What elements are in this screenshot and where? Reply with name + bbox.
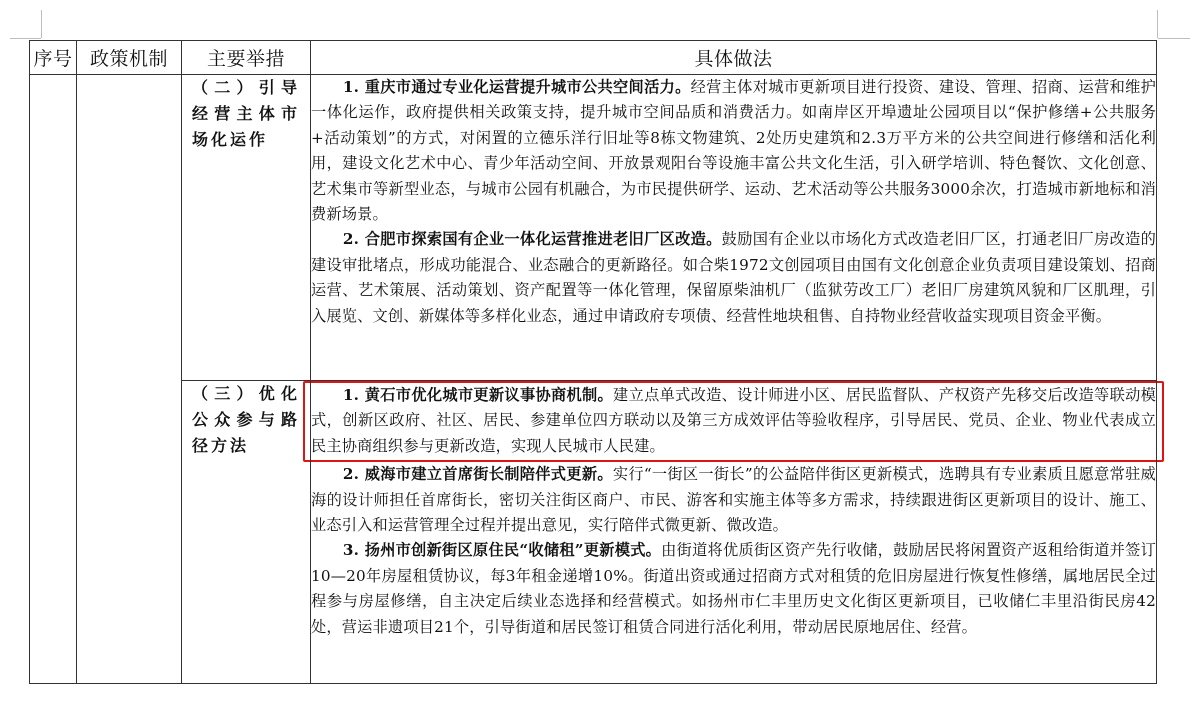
- paragraph-lead: 3. 扬州市创新街区原住民“收储租”更新模式。: [342, 541, 662, 560]
- header-no: 序号: [30, 41, 77, 75]
- cell-detail-3: [311, 381, 1157, 684]
- paragraph-lead: 1. 重庆市通过专业化运营提升城市公共空间活力。: [342, 78, 691, 96]
- cell-measure-2: [182, 75, 311, 381]
- detail-paragraph: [311, 462, 1156, 538]
- corner-mark-right-v: [1157, 10, 1158, 38]
- corner-mark-left-v: [41, 10, 42, 38]
- detail-paragraph: [311, 227, 1156, 329]
- corner-mark-right-h: [1158, 38, 1190, 39]
- header-mechanism: 政策机制: [77, 41, 182, 75]
- paragraph-lead: 2. 威海市建立首席街长制陪伴式更新。: [342, 465, 613, 484]
- table-header-row: [30, 41, 1157, 75]
- paragraph-body: 由街道将优质街区资产先行收储，鼓励居民将闲置资产返租给街道并签订10—20年房屋租赁协议，每3年租金递增10%。街道出资或通过招商方式对租赁的危旧房屋进行恢复性修缮，属地居民全过程参与房屋修缮，自主决定后续业态选择和经营模式。如扬州市仁丰里历史文化街区更新项目，已收储仁丰里沿街民房42处，营运非遗项目21个，引导街道和居民签订租赁合同进行活化利用，带动居民原地居住、经营。: [311, 541, 1156, 636]
- page-corner-marks: [0, 0, 1200, 40]
- policy-table: [29, 40, 1157, 684]
- header-measure: 主要举措: [182, 41, 311, 75]
- highlight-box: [303, 381, 1164, 462]
- table-row: [30, 75, 1157, 381]
- cell-detail-2: [311, 75, 1157, 381]
- corner-mark-left-h: [10, 38, 41, 39]
- detail-paragraph-highlighted: [311, 383, 1156, 459]
- paragraph-body: 实行“一街区一街长”的公益陪伴街区更新模式，选聘具有专业素质且愿意常驻威海的设计师担任首席街长，密切关注街区商户、市民、游客和实施主体等多方需求，持续跟进街区更新项目的设计、施工、业态引入和运营管理全过程并提出意见，实行陪伴式微更新、微改造。: [311, 465, 1156, 535]
- table-row: [30, 381, 1157, 684]
- detail-paragraph: [311, 538, 1156, 640]
- header-detail: 具体做法: [311, 41, 1157, 75]
- cell-measure-3: [182, 381, 311, 684]
- paragraph-lead: 1. 黄石市优化城市更新议事协商机制。: [342, 386, 614, 404]
- measure-label: （二）引导经营主体市场化运作: [192, 78, 300, 149]
- paragraph-body: 鼓励国有企业以市场化方式改造老旧厂区，打通老旧厂房改造的建设审批堵点，形成功能混合、业态融合的更新路径。如合柴1972文创园项目由国有文化创意企业负责项目建设策划、招商运营、艺术策展、活动策划、资产配置等一体化管理，保留原柴油机厂（监狱劳改工厂）老旧厂房建筑风貌和厂区肌理，引入展览、文创、新媒体等多样化业态，通过申请政府专项债、经营性地块租售、自持物业经营收益实现项目资金平衡。: [311, 230, 1157, 325]
- detail-paragraph: [311, 75, 1156, 227]
- measure-label: （三）优化公众参与路径方法: [192, 384, 300, 455]
- cell-no: [30, 75, 77, 684]
- paragraph-lead: 2. 合肥市探索国有企业一体化运营推进老旧厂区改造。: [342, 230, 722, 249]
- paragraph-body: 经营主体对城市更新项目进行投资、建设、管理、招商、运营和维护一体化运作，政府提供相关政策支持，提升城市空间品质和消费活力。如南岸区开埠遗址公园项目以“保护修缮+公共服务+活动策划”的方式，对闲置的立德乐洋行旧址等8栋文物建筑、2处历史建筑和2.3万平方米的公共空间进行修缮和活化利用，建设文化艺术中心、青少年活动空间、开放景观阳台等设施丰富公共文化生活，引入研学培训、特色餐饮、文化创意、艺术集市等新型业态，与城市公园有机融合，为市民提供研学、运动、艺术活动等公共服务3000余次，打造城市新地标和消费新场景。: [311, 78, 1156, 224]
- cell-mechanism: [77, 75, 182, 684]
- paragraph-body: 建立点单式改造、设计师进小区、居民监督队、产权资产先移交后改造等联动模式，创新区政府、社区、居民、参建单位四方联动以及第三方成效评估等验收程序，引导居民、党员、企业、物业代表成立民主协商组织参与更新改造，实现人民城市人民建。: [311, 386, 1156, 455]
